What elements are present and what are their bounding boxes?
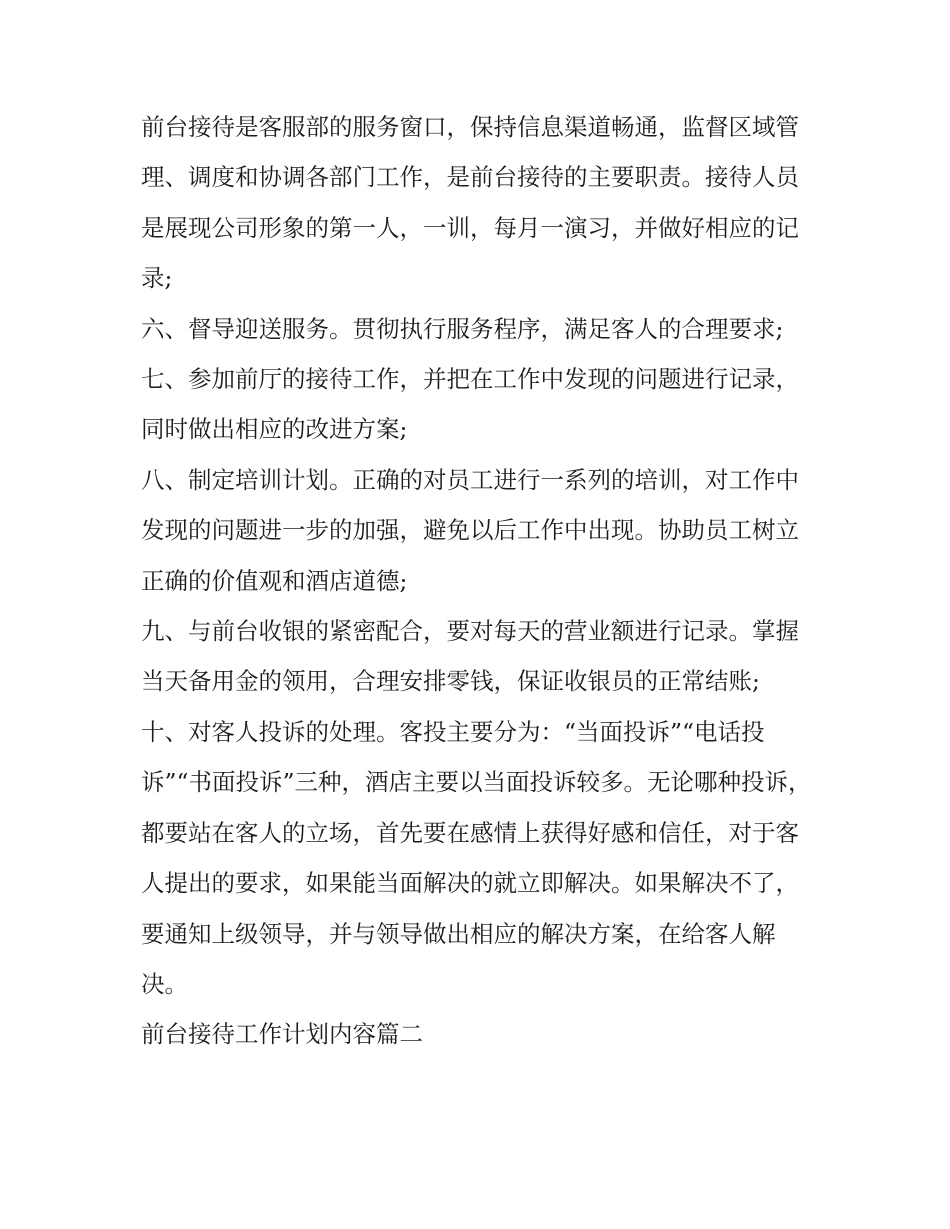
paragraph-item-8: 八、制定培训计划。正确的对员工进行一系列的培训，对工作中发现的问题进一步的加强，避免以后工作中出现。协助员工树立正确的价值观和酒店道德;: [141, 465, 799, 595]
section-heading: 前台接待工作计划内容篇二: [141, 1020, 423, 1049]
paragraph-intro: 前台接待是客服部的服务窗口，保持信息渠道畅通，监督区域管理、调度和协调各部门工作，是前台接待的主要职责。接待人员是展现公司形象的第一人，一训，每月一演习，并做好相应的记录;: [141, 113, 799, 293]
paragraph-item-9: 九、与前台收银的紧密配合，要对每天的营业额进行记录。掌握当天备用金的领用，合理安排零钱，保证收银员的正常结账;: [141, 617, 799, 696]
document-body: [141, 102, 821, 1060]
paragraph-item-6-7: 六、督导迎送服务。贯彻执行服务程序，满足客人的合理要求; 七、参加前厅的接待工作，并把在工作中发现的问题进行记录，同时做出相应的改进方案;: [141, 314, 799, 444]
paragraph-item-10: 十、对客人投诉的处理。客投主要分为：“当面投诉”“电话投诉”“书面投诉”三种，酒店主要以当面投诉较多。无论哪种投诉，都要站在客人的立场，首先要在感情上获得好感和信任，对于客人提出的要求，如果能当面解决的就立即解决。如果解决不了，要通知上级领导，并与领导做出相应的解决方案，在给客人解决。: [141, 717, 812, 998]
